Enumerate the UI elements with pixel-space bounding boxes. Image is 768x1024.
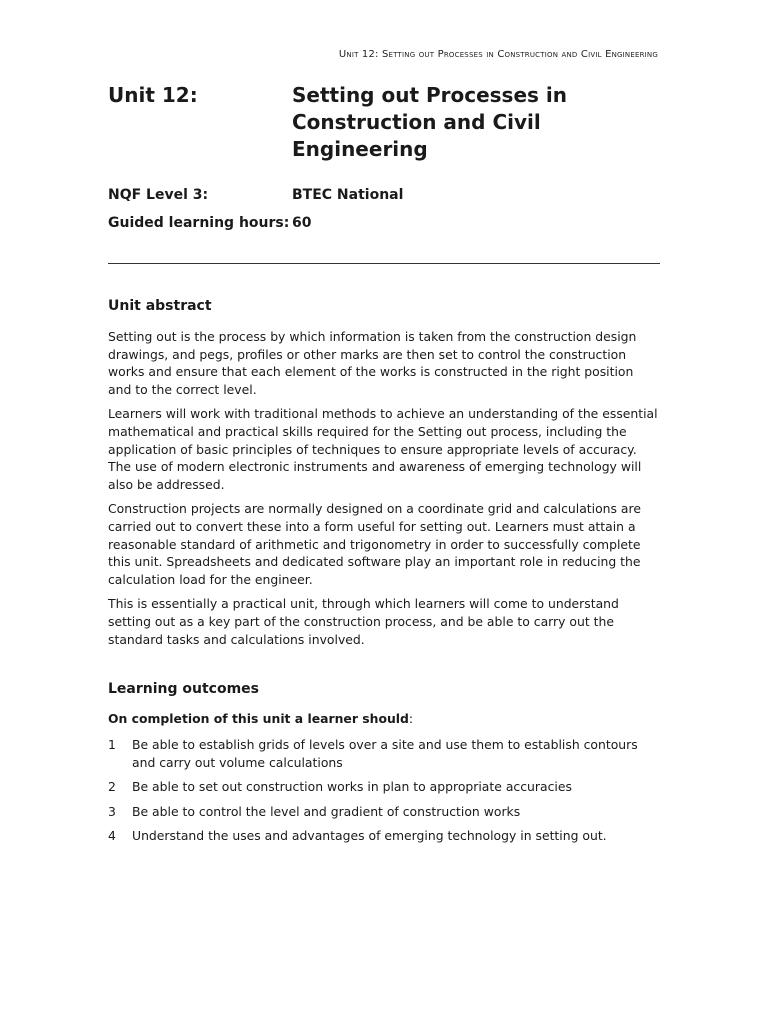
abstract-paragraph: Learners will work with traditional methods to achieve an understanding of the essential mathematical and practical skills required for the Setting out process, including the application of basic principles of techniques to ensure appropriate levels of accuracy. The use of modern electronic instruments and awareness of emerging technology will also be addressed.	[108, 406, 658, 492]
unit-abstract-body	[108, 328, 660, 655]
guided-hours-label: Guided learning hours:	[108, 215, 290, 231]
outcomes-intro-colon: :	[408, 711, 414, 726]
outcome-text: Understand the uses and advantages of emerging technology in setting out.	[132, 828, 607, 844]
outcomes-intro-text: On completion of this unit a learner should	[108, 711, 409, 726]
learning-outcomes-list	[108, 736, 660, 852]
outcome-number: 4	[108, 828, 116, 844]
list-item	[108, 803, 660, 821]
list-item	[108, 736, 660, 771]
unit-number: Unit 12:	[108, 83, 198, 107]
nqf-level-label: NQF Level 3:	[108, 187, 209, 203]
outcomes-intro	[108, 710, 413, 728]
outcome-number: 2	[108, 779, 116, 795]
unit-title: Setting out Processes in Construction and Civil Engineering	[292, 83, 567, 161]
unit-abstract-heading: Unit abstract	[108, 298, 212, 314]
list-item	[108, 827, 660, 845]
abstract-paragraph: This is essentially a practical unit, through which learners will come to understand setting out as a key part of the construction process, and be able to carry out the standard tasks and calculations involved.	[108, 596, 619, 647]
learning-outcomes-heading: Learning outcomes	[108, 681, 260, 697]
outcome-number: 1	[108, 737, 116, 752]
outcome-text: Be able to control the level and gradient of construction works	[132, 803, 521, 819]
nqf-level-value: BTEC National	[292, 187, 404, 203]
outcome-text: Be able to establish grids of levels over a site and use them to establish contours and carry out volume calculations	[132, 737, 638, 770]
running-header: Unit 12: Setting out Processes in Construction and Civil Engineering	[338, 49, 658, 60]
abstract-paragraph: Construction projects are normally designed on a coordinate grid and calculations are carried out to convert these into a form useful for setting out. Learners must attain a reasonable standard of arithmetic and trigonometry in order to successfully complete this unit. Spreadsheets and dedicated software play an important role in reducing the calculation load for the engineer.	[108, 501, 641, 587]
outcome-text: Be able to set out construction works in plan to appropriate accuracies	[132, 779, 572, 795]
outcome-number: 3	[108, 803, 116, 819]
guided-hours-value: 60	[292, 215, 312, 231]
abstract-paragraph: Setting out is the process by which information is taken from the construction design drawings, and pegs, profiles or other marks are then set to control the construction works and ensure that each element of the works is constructed in the right position and to the correct level.	[108, 329, 637, 397]
list-item	[108, 778, 660, 796]
divider	[108, 263, 660, 264]
